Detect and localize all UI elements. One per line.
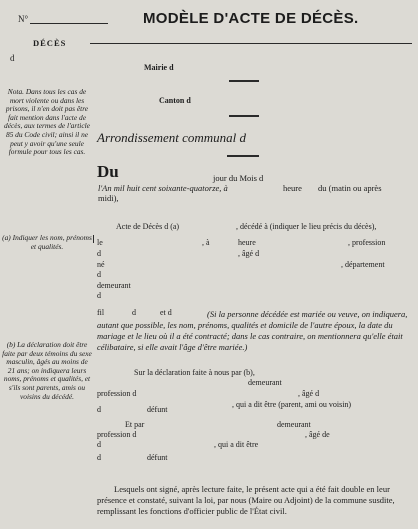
profession-2: profession d	[97, 430, 137, 439]
fil-d-label: d	[132, 308, 136, 317]
du-matin-label: du (matin ou après	[318, 183, 382, 193]
et-par: Et par	[125, 420, 145, 429]
canton-label: Canton d	[159, 96, 191, 105]
closing-paragraph: Lesquels ont signé, après lecture faite, le présent acte qui a été fait double en leur présence et constaté, suivant la loi, par nous (Maire ou Adjoint) de la commune susdite, remplissant les fonctions d'officier public de l'État civil.	[97, 484, 395, 516]
mairie-label: Mairie d	[144, 63, 174, 72]
acte-d-3: d	[97, 291, 101, 300]
jour-label: jour du Mois d	[213, 173, 264, 183]
mairie-rule	[229, 80, 259, 82]
demeurant-label: demeurant	[97, 281, 131, 290]
deces-d-mark: d	[10, 53, 15, 63]
decl-d-2: d	[97, 440, 101, 449]
decl-d-3: d	[97, 453, 101, 462]
an-line: l'An mil huit cent soixante-quatorze, à	[98, 183, 228, 193]
ne-label: né	[97, 260, 105, 269]
defunt-1: défunt	[147, 405, 168, 414]
header-divider	[90, 43, 412, 44]
arrondissement-label: Arrondissement communal d	[97, 130, 247, 145]
canton-rule	[229, 115, 259, 117]
acte-d-1: d	[97, 249, 101, 258]
midi-label: midi),	[98, 193, 119, 203]
defunt-2: défunt	[147, 453, 168, 462]
heure-label: heure	[283, 183, 302, 193]
arrondissement-rule	[227, 155, 259, 157]
a-label: , à	[202, 238, 210, 247]
decede-label: , décédé à (indiquer le lieu précis du décès),	[236, 222, 377, 231]
demeurant-2: demeurant	[277, 420, 311, 429]
number-rule	[30, 23, 108, 24]
le-label: le	[97, 238, 103, 247]
age-label: , âgé d	[238, 249, 260, 258]
profession-1: profession d	[97, 389, 137, 398]
demeurant-1: demeurant	[248, 378, 282, 387]
fil-label: fil	[97, 308, 105, 317]
qui-dit-etre-1: , qui a dit être (parent, ami ou voisin)	[232, 400, 352, 409]
note-b: (b) La déclaration doit être faite par deux témoins du sexe masculin, âgés au moins de 21 ans; on indiquera leurs noms, prénoms et qualités, et s'ils sont parents, amis ou voisins du décédé.	[2, 340, 92, 401]
departement-label: , département	[341, 260, 385, 269]
acte-label: Acte de Décès d (a)	[116, 222, 180, 231]
note-a: (a) Indiquer les nom, prénoms et qualités.	[2, 233, 92, 251]
decl-d-1: d	[97, 405, 101, 414]
age-1: , âgé d	[298, 389, 320, 398]
marital-note: (Si la personne décédée est mariée ou veuve, on indiquera, autant que possible, les nom, prénoms, qualités et domicile de l'autre époux, la date du mariage et le lieu où il a été contracté; dans le cas contraire, on mentionnera qu'elle était célibataire, si elle avait l'âge d'être mariée.)	[97, 309, 408, 352]
fil-et-d-label: et d	[160, 308, 172, 317]
number-label: N°	[18, 14, 29, 24]
margin-rule	[93, 235, 94, 243]
heure-label-2: heure	[238, 238, 256, 247]
page-title: MODÈLE D'ACTE DE DÉCÈS.	[143, 10, 359, 27]
nota-note: Nota. Dans tous les cas de mort violente ou dans les prisons, il n'en doit pas être fait mention dans l'acte de décès, aux termes de l'article 85 du Code civil; ainsi il ne peut y avoir qu'une seule formule pour tous les cas.	[4, 87, 90, 157]
deces-label: DÉCÈS	[33, 38, 67, 48]
sur-declaration: Sur la déclaration faite à nous par (b),	[134, 368, 255, 377]
du-big: Du	[97, 162, 119, 181]
acte-d-2: d	[97, 270, 101, 279]
profession-label: , profession	[348, 238, 386, 247]
qui-dit-etre-2: , qui a dit être	[214, 440, 259, 449]
age-2: , âgé de	[305, 430, 330, 439]
